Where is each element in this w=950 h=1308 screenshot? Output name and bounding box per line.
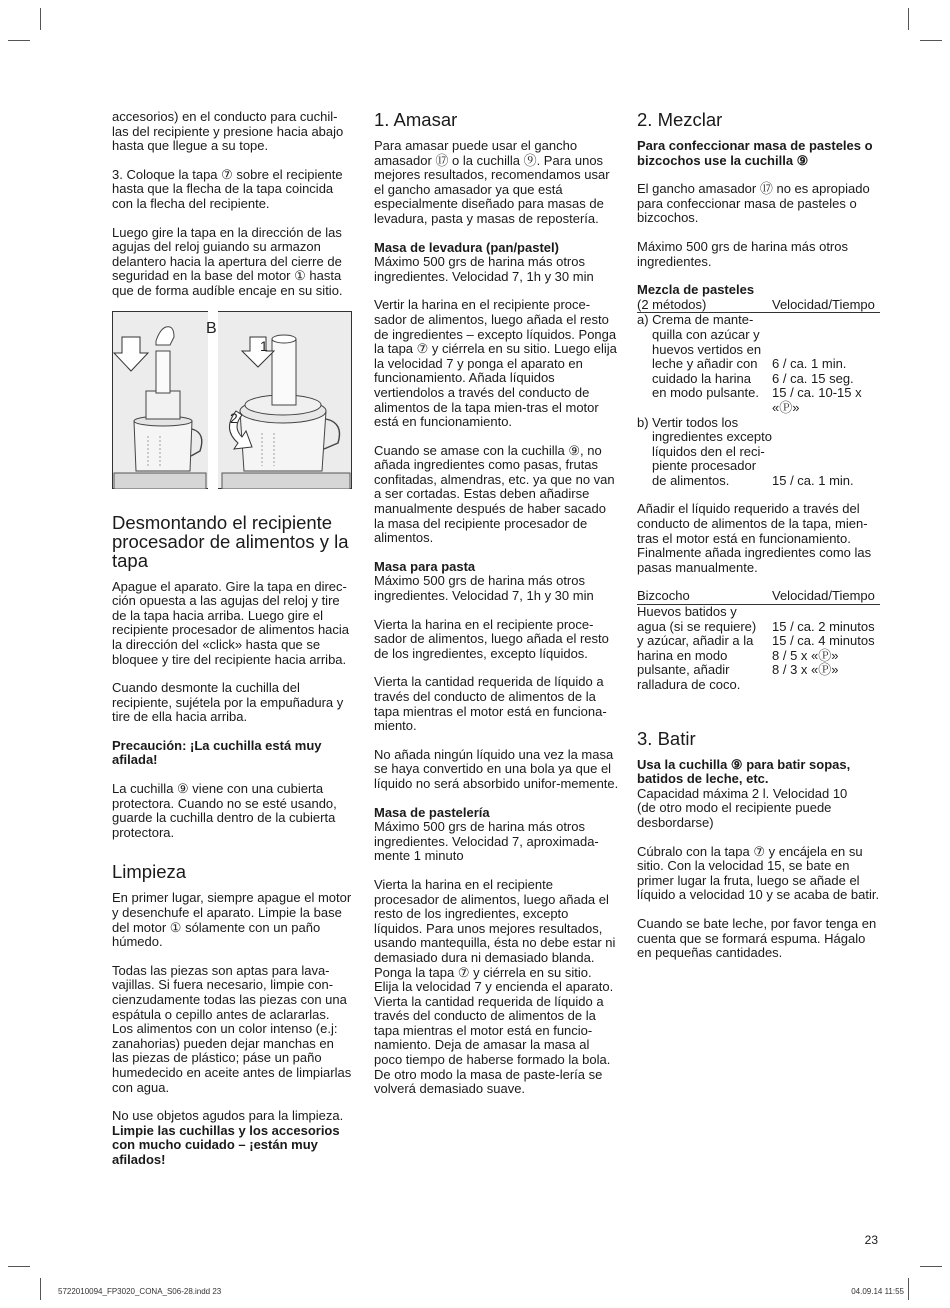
paragraph: Máximo 500 grs de harina más otros ingredientes. Velocidad 7, aproximada-mente 1 minuto xyxy=(374,819,599,864)
table-row xyxy=(637,634,880,649)
table-cell-speed xyxy=(772,313,880,328)
caution-note: Precaución: ¡La cuchilla está muy afilada! xyxy=(112,737,322,768)
section-heading-limpieza: Limpieza xyxy=(112,861,187,883)
batir-lead: Usa la cuchilla ⑨ para batir sopas, batidos de leche, etc. xyxy=(637,756,851,787)
table-cell-description: líquidos den el reci- xyxy=(652,443,765,459)
table-cell-speed: 6 / ca. 1 min. xyxy=(772,356,847,372)
paragraph: Apague el aparato. Gire la tapa en direc-ción opuesta a las agujas del reloj y tire de la tapa hacia arriba. Luego gire el recipiente procesador de alimentos hacia la dirección del «click» hasta que se bloquee y tire del recipiente hacia arriba. xyxy=(112,578,350,667)
table-row xyxy=(637,343,880,358)
panel-divider xyxy=(208,311,218,489)
table-cell-description: de alimentos. xyxy=(652,472,730,488)
footer-timestamp: 04.09.14 11:55 xyxy=(851,1287,904,1296)
table-cell-speed xyxy=(772,416,880,431)
crop-mark-bottom-right-h xyxy=(920,1266,942,1267)
subheading-masa-levadura: Masa de levadura (pan/pastel) xyxy=(374,239,559,255)
paragraph: No añada ningún líquido una vez la masa se haya convertido en una bola ya que el líquido no será absorbido unifor-memente. xyxy=(374,746,619,791)
table-header-row xyxy=(637,589,880,604)
paragraph: Vierta la cantidad requerida de líquido a través del conducto de alimentos de la tapa mientras el motor está en funciona-miento. xyxy=(374,674,607,734)
lid-locking-diagram xyxy=(112,311,352,489)
paragraph: Cuando se bate leche, por favor tenga en cuenta que se formará espuma. Hágalo en pequeñas cantidades. xyxy=(637,915,877,961)
table-cell-description: ingredientes excepto xyxy=(652,429,772,445)
paragraph: No use objetos agudos para la limpieza. xyxy=(112,1108,344,1124)
paragraph: Para amasar puede usar el gancho amasador ⑰ o la cuchilla ⑨. Para unos mejores resultados, recomendamos usar el gancho amasador ya que está especialmente diseñado para masas de levadura, pasta y masas de repostería. xyxy=(374,138,610,226)
table-cell-speed: 15 / ca. 2 minutos xyxy=(772,618,875,634)
table-row xyxy=(637,357,880,372)
table-cell-description: en modo pulsante. xyxy=(652,385,759,401)
table-cell-description: cuidado la harina xyxy=(652,370,752,386)
table-cell-speed xyxy=(772,605,880,620)
mixing-table xyxy=(637,298,880,489)
table-cell-description: pulsante, añadir xyxy=(637,662,730,678)
table-row xyxy=(637,649,880,664)
section-heading-batir: 3. Batir xyxy=(637,727,696,749)
table-cell-description: a) Crema de mante- xyxy=(637,312,754,328)
lead-note: Para confeccionar masa de pasteles o bizcochos use la cuchilla ⑨ xyxy=(637,138,873,168)
table-cell-description: b) Vertir todos los xyxy=(637,414,739,430)
table-cell-speed: 15 / ca. 1 min. xyxy=(772,472,854,488)
paragraph: Luego gire la tapa en la dirección de las agujas del reloj guiando su armazon delantero hacia la apertura del cierre de seguridad en la base del motor ① hasta que de forma audíble encaje en su sitio. xyxy=(112,224,343,298)
table-row xyxy=(637,605,880,620)
table-header-speed: Velocidad/Tiempo xyxy=(772,589,880,604)
table-cell-description: harina en modo xyxy=(637,647,728,663)
crop-mark-top-left-v xyxy=(40,8,41,30)
label-b: B xyxy=(206,319,217,337)
paragraph: Todas las piezas son aptas para lava-vajillas. Si fuera necesario, limpie con-cienzudamente todas las piezas con una espátula o cepillo antes de aclararlas. Los alimentos con un color intenso (e.j: zanahorias) pueden dejar manchas en las piezas de plástico; páse un paño humedecido en aceite antes de limpiarlas con agua. xyxy=(112,962,352,1095)
paragraph: Cuando se amase con la cuchilla ⑨, no añada ingredientes como pasas, frutas confitadas, almendras, etc. ya que no van a ser cortadas. Estas deben añadirse manualmente después de haber sacado la masa del recipiente procesador de alimentos. xyxy=(374,442,615,546)
paragraph: Máximo 500 grs de harina más otros ingredientes. xyxy=(637,238,848,269)
column-left xyxy=(112,110,352,1182)
crop-mark-bottom-left-h xyxy=(8,1266,30,1267)
paragraph: accesorios) en el conducto para cuchil-las del recipiente y presione hacia abajo hasta que llegue a su tope. xyxy=(112,109,344,154)
table-cell-speed xyxy=(772,430,880,445)
paragraph: Máximo 500 grs de harina más otros ingredientes. Velocidad 7, 1h y 30 min xyxy=(374,573,594,604)
table-cell-speed: «Ⓟ» xyxy=(772,399,800,415)
table-cell-speed: 15 / ca. 10-15 x xyxy=(772,385,862,401)
table-title-mezcla: Mezcla de pasteles xyxy=(637,282,755,298)
crop-mark-bottom-right-v xyxy=(908,1278,909,1300)
paragraph: El gancho amasador ⑰ no es apropiado para confeccionar masa de pasteles o bizcochos. xyxy=(637,181,870,226)
crop-mark-top-right-h xyxy=(920,40,942,41)
table-cell-description: huevos vertidos en xyxy=(652,341,762,357)
table-cell-description xyxy=(637,401,772,416)
label-1: 1 xyxy=(260,337,268,354)
table-row xyxy=(637,678,880,693)
warning-note: Limpie las cuchillas y los accesorios con mucho cuidado – ¡están muy afilados! xyxy=(112,1122,340,1167)
subheading-masa-pasta: Masa para pasta xyxy=(374,558,476,574)
table-cell-description: ralladura de coco. xyxy=(637,677,741,692)
table-cell-description: y azúcar, añadir a la xyxy=(637,633,754,649)
footer-file-info: 5722010094_FP3020_CONA_S06-28.indd 23 xyxy=(58,1287,222,1296)
table-cell-speed: 15 / ca. 4 minutos xyxy=(772,633,875,649)
section-heading-amasar: 1. Amasar xyxy=(374,109,458,130)
table-row xyxy=(637,313,880,328)
table-row xyxy=(637,620,880,635)
paragraph: La cuchilla ⑨ viene con una cubierta protectora. Cuando no se esté usando, guarde la cuchilla dentro de la cubierta protectora. xyxy=(112,781,337,840)
crop-mark-bottom-left-v xyxy=(40,1278,41,1300)
paragraph: Vertir la harina en el recipiente proce-sador de alimentos, luego añada el resto de ingredientes – excepto líquidos. Ponga la tapa ⑦ y ciérrela en su sitio. Luego elija la velocidad 7 y ponga el aparato en funcionamiento. Añada líquidos vertiendolos a través del conducto de alimentos de la tapa mien-tras el motor está en funcionamiento. xyxy=(374,297,617,430)
column-middle xyxy=(374,110,619,1111)
page-number: 23 xyxy=(864,1233,878,1247)
table-header-bizcocho: Bizcocho xyxy=(637,589,772,604)
table-header-row xyxy=(637,298,880,313)
label-2: 2 xyxy=(230,409,238,426)
assembly-illustration xyxy=(112,311,352,489)
paragraph: Añadir el líquido requerido a través del conducto de alimentos de la tapa, mien-tras el motor está en funcionamiento. Finalmente añada ingredientes como las pasas manualmente. xyxy=(637,501,872,575)
table-cell-speed: 6 / ca. 15 seg. xyxy=(772,370,854,386)
paragraph: Vierta la harina en el recipiente procesador de alimentos, luego añada el resto de los ingredientes, excepto líquidos. Para unos mejores resultados, usando mantequilla, ésta no debe estar ni demasiado dura ni demasiado blanda. Ponga la tapa ⑦ y ciérrela en su sitio. Elija la velocidad 7 y encienda el aparato. Vierta la cantidad requerida de líquido a través del conducto de alimentos de la tapa mientras el motor está en funcio-namiento. Deja de amasar la masa al poco tiempo de haberse formado la bola. De otro modo la masa de paste-lería se volverá demasiado suave. xyxy=(374,876,616,1097)
table-cell-speed: 8 / 5 x «Ⓟ» xyxy=(772,647,839,663)
table-cell-speed xyxy=(772,678,880,693)
subheading-masa-pasteleria: Masa de pastelería xyxy=(374,804,490,820)
table-row xyxy=(637,663,880,678)
table-row xyxy=(637,474,880,489)
table-row xyxy=(637,372,880,387)
table-cell-speed xyxy=(772,459,880,474)
table-header-method: (2 métodos) xyxy=(637,298,772,313)
table-cell-speed: 8 / 3 x «Ⓟ» xyxy=(772,662,839,678)
paragraph: Máximo 500 grs de harina más otros ingredientes. Velocidad 7, 1h y 30 min xyxy=(374,254,594,284)
table-row xyxy=(637,445,880,460)
paragraph: Vierta la harina en el recipiente proce-sador de alimentos, luego añada el resto de los ingredientes, excepto líquidos. xyxy=(374,616,609,661)
table-header-speed: Velocidad/Tiempo xyxy=(772,298,880,313)
section-heading-desmontando: Desmontando el recipiente procesador de alimentos y la tapa xyxy=(112,511,349,571)
section-heading-mezclar: 2. Mezclar xyxy=(637,109,723,130)
crop-mark-top-right-v xyxy=(908,8,909,30)
paragraph: 3. Coloque la tapa ⑦ sobre el recipiente hasta que la flecha de la tapa coincida con la flecha del recipiente. xyxy=(112,166,343,211)
table-cell-description: piente procesador xyxy=(652,458,757,474)
sponge-cake-table xyxy=(637,589,880,692)
table-cell-speed xyxy=(772,445,880,460)
table-cell-description: quilla con azúcar y xyxy=(652,326,760,342)
table-cell-speed xyxy=(772,343,880,358)
table-row xyxy=(637,459,880,474)
table-row xyxy=(637,401,880,416)
paragraph: Capacidad máxima 2 l. Velocidad 10 (de otro modo el recipiente puede desbordarse) xyxy=(637,785,848,830)
table-row xyxy=(637,328,880,343)
table-row xyxy=(637,386,880,401)
table-cell-speed xyxy=(772,328,880,343)
paragraph: Cúbralo con la tapa ⑦ y encájela en su sitio. Con la velocidad 15, se bate en primer lugar la fruta, luego se añade el líquido a velocidad 10 y se acaba de batir. xyxy=(637,843,880,903)
table-row xyxy=(637,430,880,445)
table-cell-description: agua (si se requiere) xyxy=(637,618,757,634)
paragraph: En primer lugar, siempre apague el motor y desenchufe el aparato. Limpie la base del motor ① sólamente con un paño húmedo. xyxy=(112,890,352,950)
table-cell-description: Huevos batidos y xyxy=(637,604,737,620)
paragraph: Cuando desmonte la cuchilla del recipiente, sujétela por la empuñadura y tire de ella hacia arriba. xyxy=(112,680,344,725)
crop-mark-top-left-h xyxy=(8,40,30,41)
table-cell-description: leche y añadir con xyxy=(652,356,758,372)
table-row xyxy=(637,416,880,431)
column-right xyxy=(637,110,882,975)
